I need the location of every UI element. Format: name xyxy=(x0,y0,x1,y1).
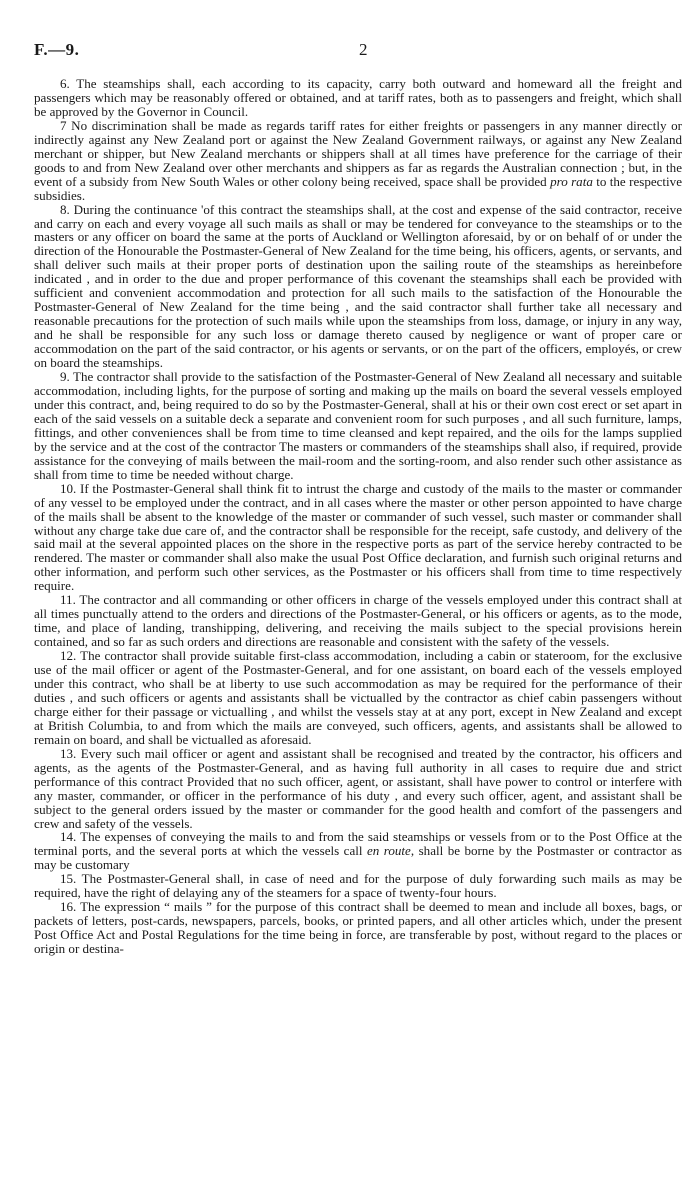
paragraph-9: 9. The contractor shall provide to the satisfaction of the Postmaster-General of New Zealand all necessary and suitable accommodation, including lights, for the purpose of sorting and making up the mails on board the several vessels employed under this contract, and, being required to do so by the Postmaster-General, shall at his or their own cost erect or set apart in each of the said vessels on a suitable deck a separate and convenient room for such purposes , and all such furniture, lamps, fittings, and other conveniences shall be from time to time cleansed and kept repaired, and the oils for the lamps supplied by the service and at the cost of the contractor The masters or commanders of the steamships shall also, if required, provide assistance for the conveying of mails between the mail-room and the sorting-room, and also render such other assistance as shall from time to time be needed without charge. xyxy=(34,369,682,482)
paragraph-13: 13. Every such mail officer or agent and assistant shall be recognised and treated by the contractor, his officers and agents, as the agents of the Postmaster-General, and as having full authority in all cases to require due and strict performance of this contract Provided that no such officer, agent, or assistant, shall have power to control or interfere with any master, commander, or officer in the performance of his duty , and every such officer, agent, and assistant shall be subject to the general orders issued by the master or commander for the good health and comfort of the passengers and crew and safety of the vessels. xyxy=(34,745,682,831)
paragraph-15: 15. The Postmaster-General shall, in case of need and for the purpose of duly forwarding such mails as may be required, have the right of delaying any of the steamers for a space of twenty-four hours. xyxy=(34,871,682,901)
paragraph-7-italic: pro rata xyxy=(550,173,593,189)
paragraph-14-italic: en route xyxy=(366,843,411,859)
paragraph-10: 10. If the Postmaster-General shall think fit to intrust the charge and custody of the mails to the master or commander of any vessel to be employed under the contract, and in all cases where the master or other person appointed to have charge of the mails shall be absent to the knowledge of the master or commander of such vessel, such master or commander shall without any charge take due care of, and the contractor shall be responsible for the receipt, safe custody, and delivery of the said mail at the several appointed places on the shore in the respective ports as part of the service hereby contracted to be rendered. The master or commander shall also make the usual Post Office declaration, and furnish such original returns and other information, and perform such other services, as the Postmaster or his officers shall from time to time respectively require. xyxy=(34,480,682,594)
paragraph-16: 16. The expression “ mails ” for the purpose of this contract shall be deemed to mean and include all boxes, bags, or packets of letters, post-cards, newspapers, parcels, books, or printed papers, and all other articles which, under the present Post Office Act and Postal Regulations for the time being in force, are transferable by post, without regard to the places or origin or destina- xyxy=(34,899,682,957)
paragraph-14 xyxy=(34,830,682,872)
paragraph-12: 12. The contractor shall provide suitable first-class accommodation, including a cabin or stateroom, for the exclusive use of the mail officer or agent of the Postmaster-General, and for one assistant, on board each of the vessels employed under this contract, who shall be at liberty to use such accommodation as may be required for the performance of their duties , and such officers or agents and assistants shall be victualled by the contractor as chief cabin passengers without charge either for their passage or victualling , and whilst the vessels stay at at any port, except in New Zealand and except at British Columbia, to and from which the mails are conveyed, such officers, agents, and assistants shall be allowed to remain on board, and shall be victualled as aforesaid. xyxy=(34,648,682,747)
paragraph-14-text: 14. The expenses of conveying the mails to and from the said steamships or vessels from or to the Post Office at the terminal ports, and the several ports at which the vessels call xyxy=(34,829,682,859)
document-reference: F.—9. xyxy=(34,40,80,59)
paragraph-7-text-end: to the respective subsidies. xyxy=(34,173,682,203)
paragraph-14-text-end: , shall be borne by the Postmaster or contractor as may be customary xyxy=(34,843,682,873)
body-text xyxy=(34,77,682,956)
page-number: 2 xyxy=(359,40,368,59)
paragraph-6: 6. The steamships shall, each according to its capacity, carry both outward and homeward all the freight and passengers which may be reasonably offered or obtained, and at tariff rates, both as to passengers and freight, which shall be approved by the Governor in Council. xyxy=(34,76,682,119)
paragraph-7 xyxy=(34,119,682,203)
paragraph-8: 8. During the continuance 'of this contract the steamships shall, at the cost and expense of the said contractor, receive and carry on each and every voyage all such mails as shall or may be tendered for conveyance to the steamships or to the masters or any officer on board the same at the ports of Auckland or Wellington aforesaid, by or on behalf of or under the direction of the Honourable the Postmaster-General of New Zealand for the time being, his officers, agents, or servants, and shall deliver such mails at their proper ports of destination upon the sailing route of the steamships as hereinbefore indicated , and in order to the due and proper performance of this covenant the steamships shall each be provided with sufficient and convenient accommodation and protection for all such mails to the satisfaction of the Honourable the Postmaster-General of New Zealand for the time being , and the said contractor shall further take all necessary and reasonable precautions for the protection of such mails while upon the steamships from loss, damage, or injury in any way, and he shall be responsible for any such loss or damage thereto caused by negligence or want of proper care or accommodation on the part of the said contractor, or his agents or servants, or on the part of the officers, employés, or crew on board the steamships. xyxy=(34,201,682,371)
paragraph-11: 11. The contractor and all commanding or other officers in charge of the vessels employed under this contract shall at all times punctually attend to the orders and directions of the Postmaster-General, or his officers or agents, as to the mode, time, and place of landing, transhipping, delivering, and receiving the mails subject to the special provisions herein contained, and so far as such orders and directions are reasonable and consistent with the safety of the vessels. xyxy=(34,592,682,650)
paragraph-7-text: 7 No discrimination shall be made as regards tariff rates for either freights or passengers in any manner directly or indirectly against any New Zealand port or against the New Zealand Government railways, or against any New Zealand merchant or shipper, but New Zealand merchants or shippers shall at all times have preference for the carriage of their goods to and from New Zealand over other merchants and shippers as far as regards the Australian connection ; but, in the event of a subsidy from New South Wales or other colony being received, space shall be provided xyxy=(34,117,682,189)
page-header xyxy=(34,0,682,59)
